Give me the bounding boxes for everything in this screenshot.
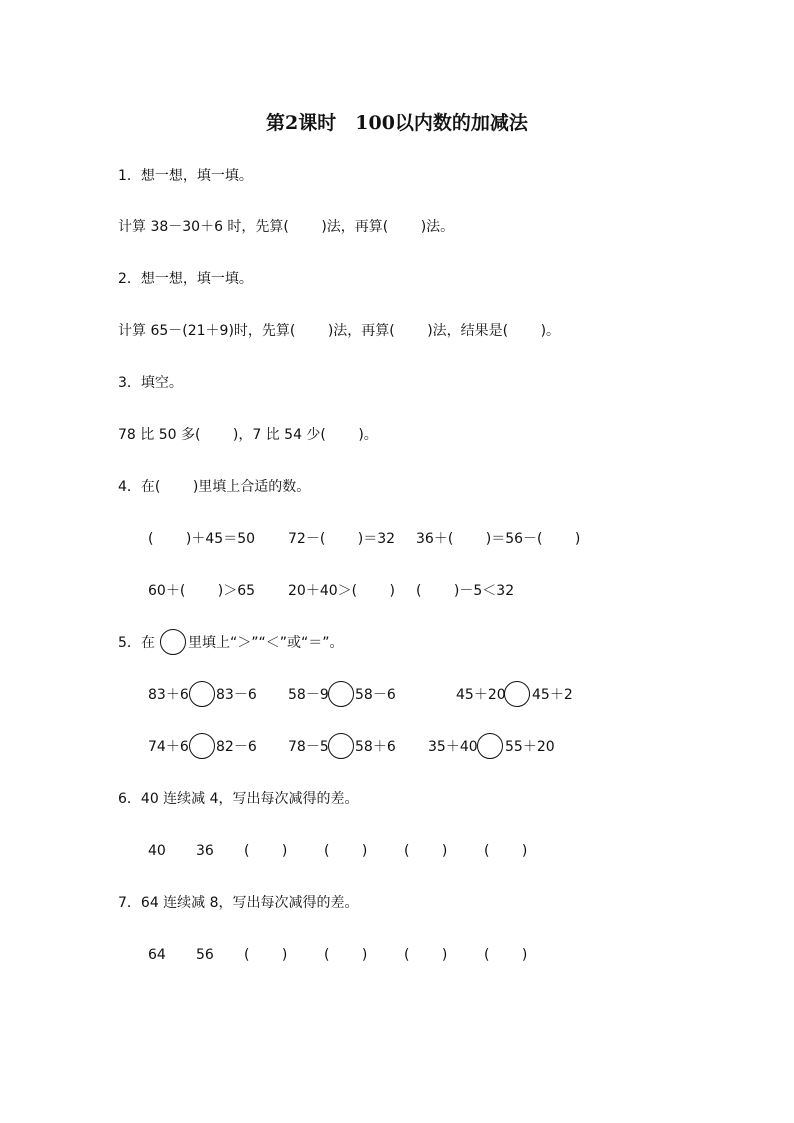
- q1-text: 计算 38－30＋6 时，先算( )法，再算( )法。: [118, 219, 455, 235]
- compare-left: 78－5: [288, 739, 329, 755]
- q5-heading-prefix: 5．在: [118, 635, 155, 651]
- q4-item: 72－( )＝32: [288, 531, 396, 547]
- compare-circle[interactable]: [328, 733, 354, 759]
- q7-value: 64: [148, 947, 166, 963]
- q4-item: 60＋( )＞65: [148, 583, 256, 599]
- compare-left: 35＋40: [428, 739, 478, 755]
- q4-item: ( )＋45＝50: [148, 531, 256, 547]
- q7-blank[interactable]: ( ): [404, 947, 448, 963]
- q7-blank[interactable]: ( ): [244, 947, 288, 963]
- q6-blank[interactable]: ( ): [244, 843, 288, 859]
- compare-left: 83＋6: [148, 687, 189, 703]
- q7-blank[interactable]: ( ): [324, 947, 368, 963]
- circle-blank-icon: [160, 629, 186, 655]
- compare-left: 45＋20: [456, 687, 506, 703]
- compare-circle[interactable]: [189, 681, 215, 707]
- q3-heading: 3．填空。: [118, 375, 183, 391]
- q4-heading: 4．在( )里填上合适的数。: [118, 479, 311, 495]
- q2-heading: 2．想一想，填一填。: [118, 271, 253, 287]
- compare-circle[interactable]: [504, 681, 530, 707]
- q7-value: 56: [196, 947, 214, 963]
- q6-value: 40: [148, 843, 166, 859]
- q2-text: 计算 65－(21＋9)时，先算( )法，再算( )法，结果是( )。: [118, 323, 561, 339]
- compare-right: 58－6: [355, 687, 396, 703]
- q6-blank[interactable]: ( ): [324, 843, 368, 859]
- q6-heading: 6．40 连续减 4，写出每次减得的差。: [118, 791, 359, 807]
- page-title: 第2课时 100以内数的加减法: [266, 112, 528, 134]
- compare-right: 83－6: [216, 687, 257, 703]
- q6-blank[interactable]: ( ): [484, 843, 528, 859]
- compare-circle[interactable]: [477, 733, 503, 759]
- q4-item: ( )－5＜32: [416, 583, 515, 599]
- q7-blank[interactable]: ( ): [484, 947, 528, 963]
- q7-heading: 7．64 连续减 8，写出每次减得的差。: [118, 895, 359, 911]
- compare-circle[interactable]: [189, 733, 215, 759]
- q1-heading: 1．想一想，填一填。: [118, 168, 253, 184]
- q3-text: 78 比 50 多( )，7 比 54 少( )。: [118, 427, 378, 443]
- q4-item: 20＋40＞( ): [288, 583, 396, 599]
- compare-right: 55＋20: [505, 739, 555, 755]
- compare-left: 58－9: [288, 687, 329, 703]
- compare-right: 82－6: [216, 739, 257, 755]
- compare-left: 74＋6: [148, 739, 189, 755]
- q6-value: 36: [196, 843, 214, 859]
- compare-right: 58＋6: [355, 739, 396, 755]
- q4-item: 36＋( )＝56－( ): [416, 531, 581, 547]
- compare-circle[interactable]: [328, 681, 354, 707]
- q6-blank[interactable]: ( ): [404, 843, 448, 859]
- compare-right: 45＋2: [532, 687, 573, 703]
- q5-heading-suffix: 里填上“＞”“＜”或“＝”。: [188, 635, 344, 651]
